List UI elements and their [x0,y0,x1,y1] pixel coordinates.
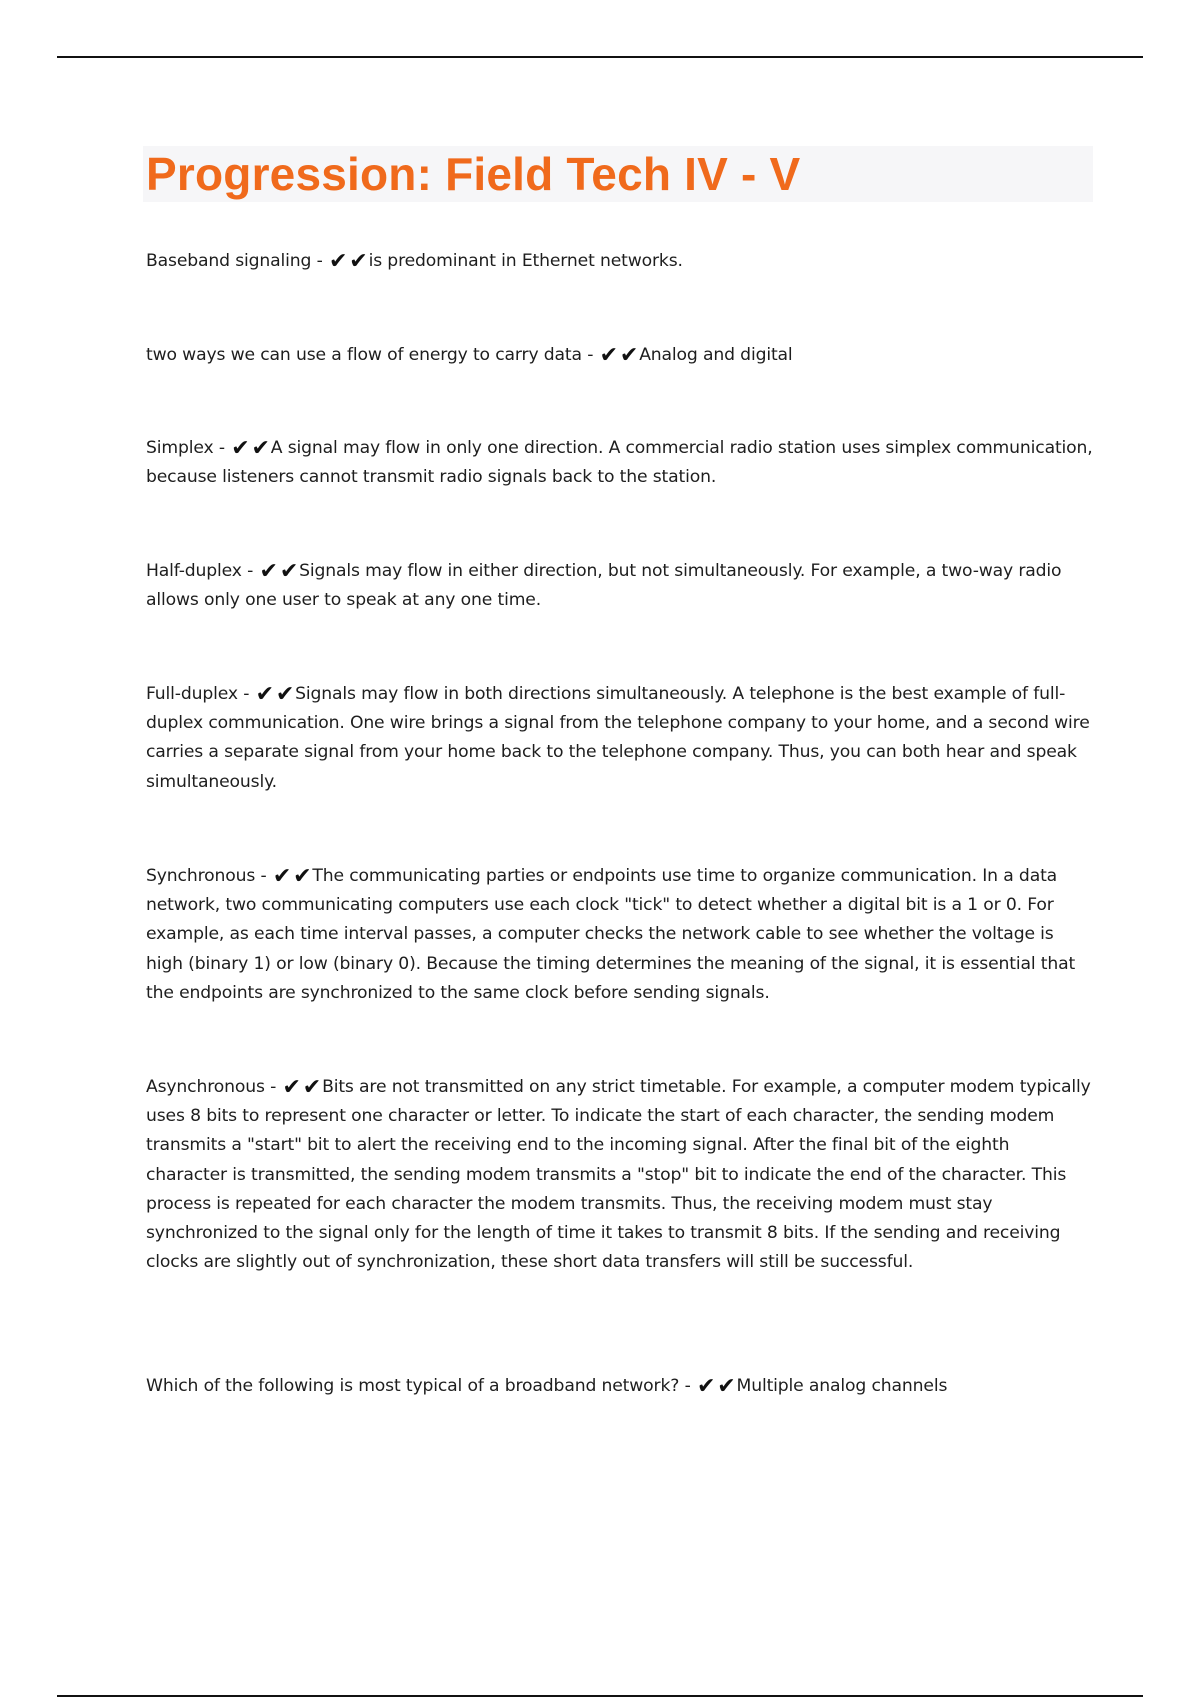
check-icon: ✔ [272,864,292,889]
entry-separator: - [241,561,259,581]
entry-definition: Bits are not transmitted on any strict timetable. For example, a computer modem typically uses 8 bits to represent one character or letter. To indicate the start of each character, the sending modem transmits a "start" bit to alert the receiving end to the incoming signal. After the final bit of the eighth character is transmitted, the sending modem transmits a "stop" bit to indicate the end of the character. This process is repeated for each character the modem transmits. Thus, the receiving modem must stay synchronized to the signal only for the length of time it takes to transmit 8 bits. If the sending and receiving clocks are slightly out of synchronization, these short data transfers will still be successful. [146,1077,1091,1273]
entry-definition: The communicating parties or endpoints use time to organize communication. In a data network, two communicating computers use each clock "tick" to detect whether a digital bit is a 1 or 0. For example, as each time interval passes, a computer checks the network cable to see whether the voltage is high (binary 1) or low (binary 0). Because the timing determines the meaning of the signal, it is essential that the endpoints are synchronized to the same clock before sending signals. [146,866,1076,1003]
entry-full-duplex [146,680,1094,797]
entry-definition: Analog and digital [639,345,793,365]
entry-separator: - [679,1376,696,1396]
entry-separator: - [581,345,599,365]
bottom-divider [57,1695,1143,1697]
check-icon: ✔ [599,343,618,368]
check-icon: ✔ [717,1374,736,1399]
check-icon: ✔ [302,1075,322,1100]
check-icon: ✔ [293,864,312,889]
check-icon: ✔ [231,436,250,461]
entry-term: Full-duplex [146,684,238,704]
entry-term: Half-duplex [146,561,242,581]
entry-separator: - [237,684,255,704]
entry-synchronous [146,862,1094,1008]
title-banner [143,146,1093,202]
entry-term: Which of the following is most typical of a broadband network? [146,1376,680,1396]
entry-definition: Signals may flow in either direction, but not simultaneously. For example, a two-way radio allows only one user to speak at any one time. [146,561,1062,611]
entry-term: Baseband signaling [146,251,312,271]
entry-term: Asynchronous [146,1077,265,1097]
entry-separator: - [311,251,328,271]
entry-definition: is predominant in Ethernet networks. [368,251,683,271]
check-icon: ✔ [349,249,368,274]
check-icon: ✔ [251,436,270,461]
entry-separator: - [264,1077,282,1097]
entry-half-duplex [146,557,1094,615]
entry-simplex [146,434,1094,492]
check-icon: ✔ [619,343,639,368]
entry-term: Simplex [146,438,214,458]
check-icon: ✔ [279,559,299,584]
entry-definition: Signals may flow in both directions simultaneously. A telephone is the best example of full-duplex communication. One wire brings a signal from the telephone company to your home, and a second wire carries a separate signal from your home back to the telephone company. Thus, you can both hear and speak simultaneously. [146,684,1090,792]
entry-definition: A signal may flow in only one direction. A commercial radio station uses simplex communication, because listeners cannot transmit radio signals back to the station. [146,438,1093,488]
entry-separator: - [255,866,272,886]
entry-baseband-signaling [146,247,1094,276]
check-icon: ✔ [696,1374,716,1399]
entry-definition: Multiple analog channels [736,1376,948,1396]
check-icon: ✔ [259,559,278,584]
top-divider [57,56,1143,58]
check-icon: ✔ [328,249,348,274]
entry-broadband-question [146,1372,1094,1401]
check-icon: ✔ [275,682,295,707]
check-icon: ✔ [282,1075,301,1100]
page-title: Progression: Field Tech IV - V [146,148,801,200]
entry-term: two ways we can use a flow of energy to carry data [146,345,582,365]
entry-asynchronous [146,1073,1094,1277]
entry-separator: - [213,438,231,458]
entry-term: Synchronous [146,866,256,886]
entry-energy-flow [146,341,1094,370]
check-icon: ✔ [255,682,274,707]
